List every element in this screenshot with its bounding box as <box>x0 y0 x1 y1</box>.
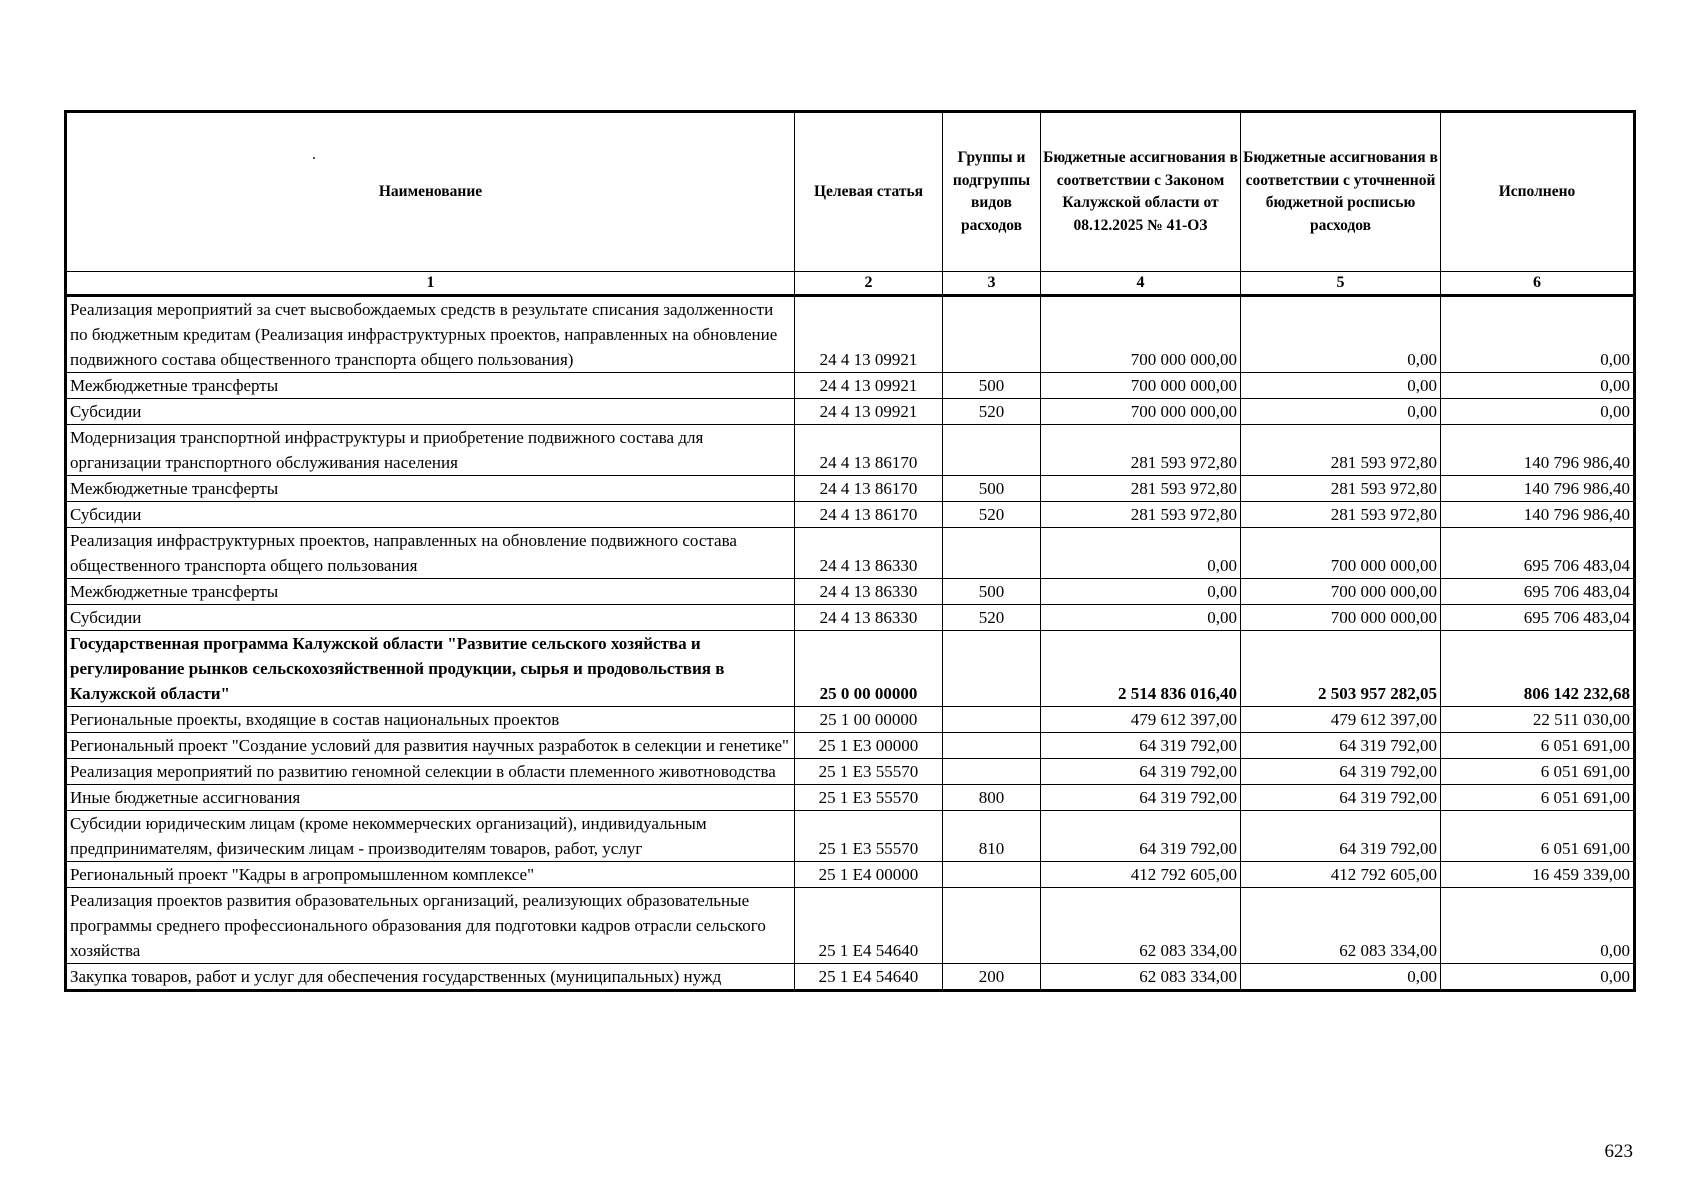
cell-expense-group <box>943 425 1041 476</box>
header-law-allocations: Бюджетные ассигнования в соответствии с Законом Калужской области от 08.12.2025 № 41-ОЗ <box>1041 112 1241 272</box>
table-row <box>66 707 1635 733</box>
table-row <box>66 425 1635 476</box>
header-target-article: Целевая статья <box>795 112 943 272</box>
cell-law-allocation: 281 593 972,80 <box>1041 425 1241 476</box>
cell-refined-allocation: 64 319 792,00 <box>1241 811 1441 862</box>
cell-target-article: 25 1 E4 00000 <box>795 862 943 888</box>
cell-target-article: 25 1 E3 55570 <box>795 759 943 785</box>
table-row <box>66 502 1635 528</box>
cell-refined-allocation: 62 083 334,00 <box>1241 888 1441 964</box>
cell-name: Региональные проекты, входящие в состав национальных проектов <box>66 707 795 733</box>
cell-refined-allocation: 700 000 000,00 <box>1241 528 1441 579</box>
cell-executed: 806 142 232,68 <box>1441 631 1635 707</box>
column-number: 4 <box>1041 272 1241 296</box>
cell-target-article: 25 0 00 00000 <box>795 631 943 707</box>
cell-executed: 695 706 483,04 <box>1441 605 1635 631</box>
cell-expense-group: 520 <box>943 399 1041 425</box>
column-number: 6 <box>1441 272 1635 296</box>
cell-law-allocation: 700 000 000,00 <box>1041 399 1241 425</box>
header-executed: Исполнено <box>1441 112 1635 272</box>
page-number: 623 <box>1604 1141 1633 1162</box>
cell-target-article: 24 4 13 09921 <box>795 399 943 425</box>
cell-expense-group <box>943 707 1041 733</box>
cell-executed: 6 051 691,00 <box>1441 811 1635 862</box>
cell-executed: 140 796 986,40 <box>1441 425 1635 476</box>
header-name: Наименование <box>66 112 795 272</box>
table-row <box>66 631 1635 707</box>
cell-refined-allocation: 700 000 000,00 <box>1241 579 1441 605</box>
cell-target-article: 24 4 13 86330 <box>795 528 943 579</box>
cell-executed: 695 706 483,04 <box>1441 528 1635 579</box>
cell-name: Реализация инфраструктурных проектов, направленных на обновление подвижного состава общественного транспорта общего пользования <box>66 528 795 579</box>
cell-target-article: 25 1 00 00000 <box>795 707 943 733</box>
cell-law-allocation: 281 593 972,80 <box>1041 476 1241 502</box>
cell-executed: 0,00 <box>1441 373 1635 399</box>
table-row <box>66 528 1635 579</box>
cell-executed: 0,00 <box>1441 296 1635 373</box>
cell-expense-group <box>943 888 1041 964</box>
cell-law-allocation: 64 319 792,00 <box>1041 811 1241 862</box>
cell-law-allocation: 281 593 972,80 <box>1041 502 1241 528</box>
cell-expense-group: 810 <box>943 811 1041 862</box>
table-row <box>66 579 1635 605</box>
cell-target-article: 24 4 13 86170 <box>795 502 943 528</box>
cell-law-allocation: 64 319 792,00 <box>1041 733 1241 759</box>
cell-target-article: 24 4 13 86330 <box>795 579 943 605</box>
cell-executed: 0,00 <box>1441 888 1635 964</box>
cell-refined-allocation: 700 000 000,00 <box>1241 605 1441 631</box>
cell-name: Иные бюджетные ассигнования <box>66 785 795 811</box>
column-number: 1 <box>66 272 795 296</box>
cell-law-allocation: 62 083 334,00 <box>1041 964 1241 991</box>
cell-expense-group <box>943 862 1041 888</box>
cell-refined-allocation: 64 319 792,00 <box>1241 785 1441 811</box>
cell-law-allocation: 700 000 000,00 <box>1041 373 1241 399</box>
cell-law-allocation: 62 083 334,00 <box>1041 888 1241 964</box>
table-row <box>66 296 1635 373</box>
cell-name: Закупка товаров, работ и услуг для обеспечения государственных (муниципальных) нужд <box>66 964 795 991</box>
table-body <box>66 296 1635 991</box>
cell-refined-allocation: 412 792 605,00 <box>1241 862 1441 888</box>
cell-expense-group: 500 <box>943 579 1041 605</box>
cell-law-allocation: 0,00 <box>1041 605 1241 631</box>
cell-executed: 16 459 339,00 <box>1441 862 1635 888</box>
cell-executed: 6 051 691,00 <box>1441 785 1635 811</box>
cell-name: Реализация проектов развития образовательных организаций, реализующих образовательные программы среднего профессионального образования для подготовки кадров отрасли сельского хозяйства <box>66 888 795 964</box>
cell-expense-group <box>943 296 1041 373</box>
cell-executed: 695 706 483,04 <box>1441 579 1635 605</box>
cell-refined-allocation: 64 319 792,00 <box>1241 759 1441 785</box>
header-row <box>66 112 1635 272</box>
cell-name: Межбюджетные трансферты <box>66 579 795 605</box>
cell-law-allocation: 2 514 836 016,40 <box>1041 631 1241 707</box>
cell-name: Субсидии <box>66 605 795 631</box>
cell-name: Модернизация транспортной инфраструктуры и приобретение подвижного состава для организации транспортного обслуживания населения <box>66 425 795 476</box>
cell-expense-group: 520 <box>943 605 1041 631</box>
cell-law-allocation: 479 612 397,00 <box>1041 707 1241 733</box>
column-number-row <box>66 272 1635 296</box>
cell-expense-group: 200 <box>943 964 1041 991</box>
cell-name: Реализация мероприятий за счет высвобождаемых средств в результате списания задолженности по бюджетным кредитам (Реализация инфраструктурных проектов, направленных на обновление подвижного состава общественного транспорта общего пользования) <box>66 296 795 373</box>
cell-target-article: 25 1 E4 54640 <box>795 964 943 991</box>
table-row <box>66 399 1635 425</box>
cell-refined-allocation: 0,00 <box>1241 296 1441 373</box>
cell-executed: 0,00 <box>1441 964 1635 991</box>
cell-refined-allocation: 2 503 957 282,05 <box>1241 631 1441 707</box>
cell-name: Реализация мероприятий по развитию геномной селекции в области племенного животноводства <box>66 759 795 785</box>
table-row <box>66 605 1635 631</box>
cell-law-allocation: 64 319 792,00 <box>1041 785 1241 811</box>
cell-refined-allocation: 0,00 <box>1241 964 1441 991</box>
cell-target-article: 25 1 E3 00000 <box>795 733 943 759</box>
table-row <box>66 785 1635 811</box>
cell-law-allocation: 64 319 792,00 <box>1041 759 1241 785</box>
cell-executed: 22 511 030,00 <box>1441 707 1635 733</box>
table-row <box>66 811 1635 862</box>
table-row <box>66 373 1635 399</box>
cell-executed: 140 796 986,40 <box>1441 502 1635 528</box>
cell-name: Субсидии юридическим лицам (кроме некоммерческих организаций), индивидуальным предпринимателям, физическим лицам - производителям товаров, работ, услуг <box>66 811 795 862</box>
cell-expense-group <box>943 528 1041 579</box>
cell-name: Региональный проект "Создание условий для развития научных разработок в селекции и генетике" <box>66 733 795 759</box>
cell-name: Государственная программа Калужской области "Развитие сельского хозяйства и регулирование рынков сельскохозяйственной продукции, сырья и продовольствия в Калужской области" <box>66 631 795 707</box>
table-row <box>66 476 1635 502</box>
cell-refined-allocation: 281 593 972,80 <box>1241 476 1441 502</box>
table-row <box>66 862 1635 888</box>
cell-target-article: 24 4 13 86170 <box>795 476 943 502</box>
column-number: 3 <box>943 272 1041 296</box>
cell-law-allocation: 700 000 000,00 <box>1041 296 1241 373</box>
cell-target-article: 24 4 13 09921 <box>795 296 943 373</box>
cell-target-article: 24 4 13 86170 <box>795 425 943 476</box>
cell-expense-group: 500 <box>943 476 1041 502</box>
cell-name: Субсидии <box>66 399 795 425</box>
cell-refined-allocation: 281 593 972,80 <box>1241 502 1441 528</box>
cell-law-allocation: 0,00 <box>1041 579 1241 605</box>
cell-executed: 6 051 691,00 <box>1441 733 1635 759</box>
cell-target-article: 25 1 E3 55570 <box>795 811 943 862</box>
cell-refined-allocation: 0,00 <box>1241 373 1441 399</box>
cell-executed: 6 051 691,00 <box>1441 759 1635 785</box>
cell-executed: 0,00 <box>1441 399 1635 425</box>
cell-expense-group <box>943 631 1041 707</box>
column-number: 2 <box>795 272 943 296</box>
header-expense-groups: Группы и подгруппы видов расходов <box>943 112 1041 272</box>
table-row <box>66 964 1635 991</box>
cell-expense-group <box>943 759 1041 785</box>
cell-name: Межбюджетные трансферты <box>66 373 795 399</box>
cell-refined-allocation: 64 319 792,00 <box>1241 733 1441 759</box>
cell-refined-allocation: 479 612 397,00 <box>1241 707 1441 733</box>
cell-target-article: 24 4 13 09921 <box>795 373 943 399</box>
table-row <box>66 733 1635 759</box>
table-row <box>66 888 1635 964</box>
cell-law-allocation: 412 792 605,00 <box>1041 862 1241 888</box>
cell-name: Субсидии <box>66 502 795 528</box>
cell-name: Межбюджетные трансферты <box>66 476 795 502</box>
cell-name: Региональный проект "Кадры в агропромышленном комплексе" <box>66 862 795 888</box>
cell-expense-group <box>943 733 1041 759</box>
cell-refined-allocation: 281 593 972,80 <box>1241 425 1441 476</box>
table-row <box>66 759 1635 785</box>
cell-target-article: 25 1 E3 55570 <box>795 785 943 811</box>
cell-target-article: 24 4 13 86330 <box>795 605 943 631</box>
cell-executed: 140 796 986,40 <box>1441 476 1635 502</box>
budget-table <box>64 110 1636 992</box>
cell-expense-group: 800 <box>943 785 1041 811</box>
cell-law-allocation: 0,00 <box>1041 528 1241 579</box>
cell-expense-group: 500 <box>943 373 1041 399</box>
column-number: 5 <box>1241 272 1441 296</box>
header-refined-allocations: Бюджетные ассигнования в соответствии с уточненной бюджетной росписью расходов <box>1241 112 1441 272</box>
cell-refined-allocation: 0,00 <box>1241 399 1441 425</box>
cell-target-article: 25 1 E4 54640 <box>795 888 943 964</box>
cell-expense-group: 520 <box>943 502 1041 528</box>
